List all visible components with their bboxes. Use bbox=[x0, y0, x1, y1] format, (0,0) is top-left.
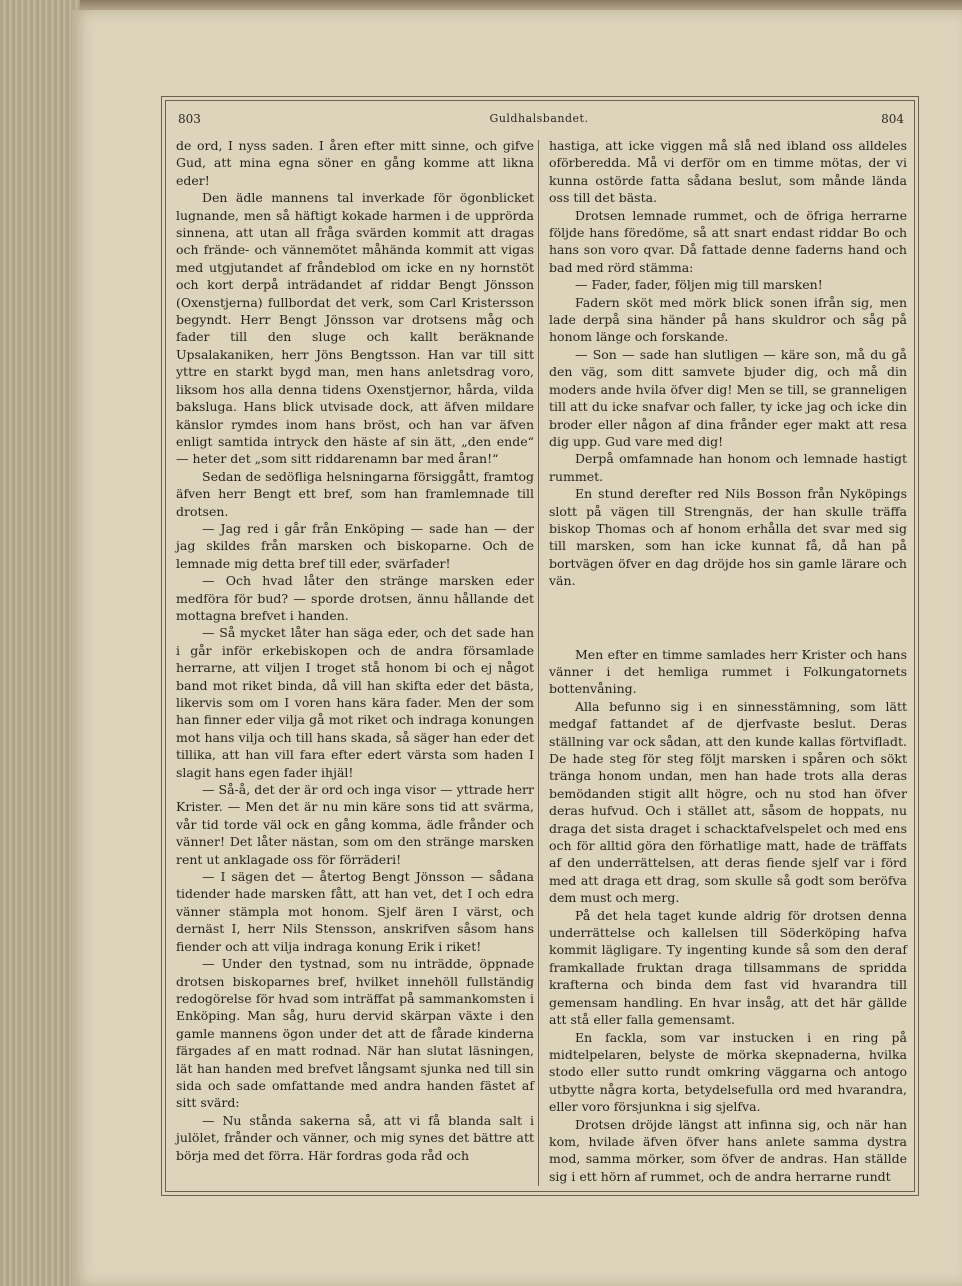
section-break bbox=[549, 590, 907, 646]
left-page-number: 803 bbox=[178, 112, 201, 126]
paragraph: — Son — sade han slutligen — käre son, må du gå den väg, som ditt samvete bjuder dig, och må din moders ande hvila öfver dig! Men se till, se granneligen till att du icke snafvar och faller, ty icke jag och icke din broder eller någon af dina frånder eger makt att resa dig upp. Gud vare med dig! bbox=[549, 346, 907, 449]
paragraph: — Så mycket låter han säga eder, och det sade han i går inför erkebiskopen och de andra församlade herrarne, att viljen I troget stå honom bi och ej något band mot riket binda, då vill han skifta eder det bästa, likervis som om I voren hans kära fader. Men der som han finner eder vilja gå mot riket och indraga konungen mot hans vilja och till hans skada, så säger han eder det tillika, att han vill fara efter edert värsta som haden I slagit hans egen fader ihjäl! bbox=[176, 625, 534, 780]
paragraph: Den ädle mannens tal inverkade för ögonblicket lugnande, men så häftigt kokade harmen i de upprörda sinnena, att utan all fråga svärden kommit att dragas och frände- och vännemötet måhända kommit att vigas med utgjutandet af fråndeblod om icke en ny hornstöt och kort derpå inträdandet af riddar Bengt Jönsson (Oxenstjerna) fullbordat det verk, som Carl Kristersson begyndt. Herr Bengt Jönsson var drotsens måg och fader till den sluge och kallt beräknande Upsalakaniken, herr Jöns Bengtsson. Han var till sitt yttre en starkt bygd man, men hans anletsdrag voro, liksom hos alla denna tidens Oxenstjernor, hårda, vilda baksluga. Hans blick utvisade dock, att äfven mildare känslor rymdes inom hans bröst, och han var äfven enligt samtida intryck den häste af sin ätt, „den ende“ — heter det „som sitt riddarenamn bar med åran!“ bbox=[176, 190, 534, 467]
paragraph: — Under den tystnad, som nu inträdde, öppnade drotsen biskoparnes bref, hvilket innehöll fullständig redogörelse för hvad som inträffat på sammankomsten i Enköping. Man såg, huru dervid skärpan växte i den gamle mannens ögon under det att de fårade kinderna färgades af en matt rodnad. När han slutat läsningen, lät han handen med brefvet långsamt sjunka ned till sin sida och sade omfattande med andra handen fästet af sitt svärd: bbox=[176, 956, 534, 1111]
book-page-edges bbox=[0, 0, 80, 1286]
paragraph: — Nu stånda sakerna så, att vi få blanda salt i julölet, frånder och vänner, och mig synes det bättre att börja med det förra. Här fordras goda råd och bbox=[176, 1112, 534, 1163]
paragraph: — Jag red i går från Enköping — sade han — der jag skildes från marsken och biskoparne. Och de lemnade mig detta bref till eder, svärfader! bbox=[176, 520, 534, 571]
paragraph: — Så-å, det der är ord och inga visor — yttrade herr Krister. — Men det är nu min käre sons tid att svärma, vår tid torde väl ock en gång komma, ädle frånder och vänner! Det låter nästan, som om den stränge marsken rent ut anklagade oss för förräderi! bbox=[176, 782, 534, 867]
right-column bbox=[549, 137, 907, 1185]
paragraph: de ord, I nyss saden. I åren efter mitt sinne, och gifve Gud, att mina egna söner en gång komme att likna eder! bbox=[176, 138, 534, 188]
paragraph: — Fader, fader, följen mig till marsken! bbox=[575, 277, 823, 293]
paragraph: Alla befunno sig i en sinnesstämning, som lätt medgaf fattandet af de djerfvaste beslut. Deras ställning var ock sådan, att den kunde kallas förtvifladt. De hade steg för steg följt marsken i spåren och sökt tränga honom undan, men han hade trots alla deras bemödanden stigit allt högre, och nu stod han öfver deras hufvud. Och i stället att, såsom de hoppats, nu draga det sista draget i schacktafvelspelet och med ens och för alltid göra den förhatlige matt, hade de träffats af den underrättelsen, att deras fiende sjelf var i förd med att draga ett drag, som skulle så godt som beröfva dem must och merg. bbox=[549, 698, 907, 906]
page-header bbox=[170, 112, 908, 130]
paragraph: Drotsen dröjde längst att infinna sig, och när han kom, hvilade äfven öfver hans anlete samma dystra mod, samma mörker, som öfver de andras. Han ställde sig i ett hörn af rummet, och de andra herrarne rundt bbox=[549, 1116, 907, 1184]
paragraph: hastiga, att icke viggen må slå ned ibland oss alldeles oförberedda. Må vi derför om en timme mötas, der vi kunna ostörde fatta sådana beslut, som månde lända oss till det bästa. bbox=[549, 138, 907, 206]
column-divider bbox=[538, 140, 539, 1186]
paragraph: Men efter en timme samlades herr Krister och hans vänner i det hemliga rummet i Folkungatornets bottenvåning. bbox=[549, 646, 907, 697]
right-page-number: 804 bbox=[881, 112, 904, 126]
left-column bbox=[176, 137, 534, 1164]
paragraph: Fadern sköt med mörk blick sonen ifrån sig, men lade derpå sina händer på hans skuldror och såg på honom länge och forskande. bbox=[549, 294, 907, 345]
paragraph: — I sägen det — återtog Bengt Jönsson — sådana tidender hade marsken fått, att han vet, det I och edra vänner stämpla mot honom. Sjelf ären I värst, och dernäst I, herr Nils Stensson, anskrifven såsom hans fiender och att vilja indraga konung Erik i riket! bbox=[176, 869, 534, 954]
paragraph: — Och hvad låter den stränge marsken eder medföra för bud? — sporde drotsen, ännu hållande det mottagna brefvet i handen. bbox=[176, 573, 534, 623]
running-title: Guldhalsbandet. bbox=[489, 112, 589, 125]
paragraph: Derpå omfamnade han honom och lemnade hastigt rummet. bbox=[549, 451, 907, 484]
paragraph: En stund derefter red Nils Bosson från Nyköpings slott på vägen till Strengnäs, der han skulle träffa biskop Thomas och af honom erhålla det svar med sig till marsken, som han icke kunnat få, då han på bortvägen öfver en dag dröjde hos sin gamle lärare och vän. bbox=[549, 486, 907, 589]
paragraph: En fackla, som var instucken i en ring på midtelpelaren, belyste de mörka skepnaderna, hvilka stodo eller sutto rundt omkring väggarna och antogo utbytte några korta, betydelsefulla ord med hvarandra, eller voro försjunkna i sig sjelfva. bbox=[549, 1029, 907, 1115]
paragraph: På det hela taget kunde aldrig för drotsen denna underrättelse och kallelsen till Söderköping hafva kommit lägligare. Ty ingenting kunde så som den deraf framkallade fruktan draga tillsammans de spridda krafterna och binda dem fast vid hvarandra till gemensam handling. En hvar insåg, att det här gällde att stå eller falla gemensamt. bbox=[549, 907, 907, 1028]
paragraph: Drotsen lemnade rummet, och de öfriga herrarne följde hans föredöme, så att snart endast riddar Bo och hans son voro qvar. Då fattade denne faderns hand och bad med rörd stämma: bbox=[549, 207, 907, 275]
paragraph: Sedan de sedöfliga helsningarna försiggått, framtog äfven herr Bengt ett bref, som han framlemnade till drotsen. bbox=[176, 468, 534, 519]
